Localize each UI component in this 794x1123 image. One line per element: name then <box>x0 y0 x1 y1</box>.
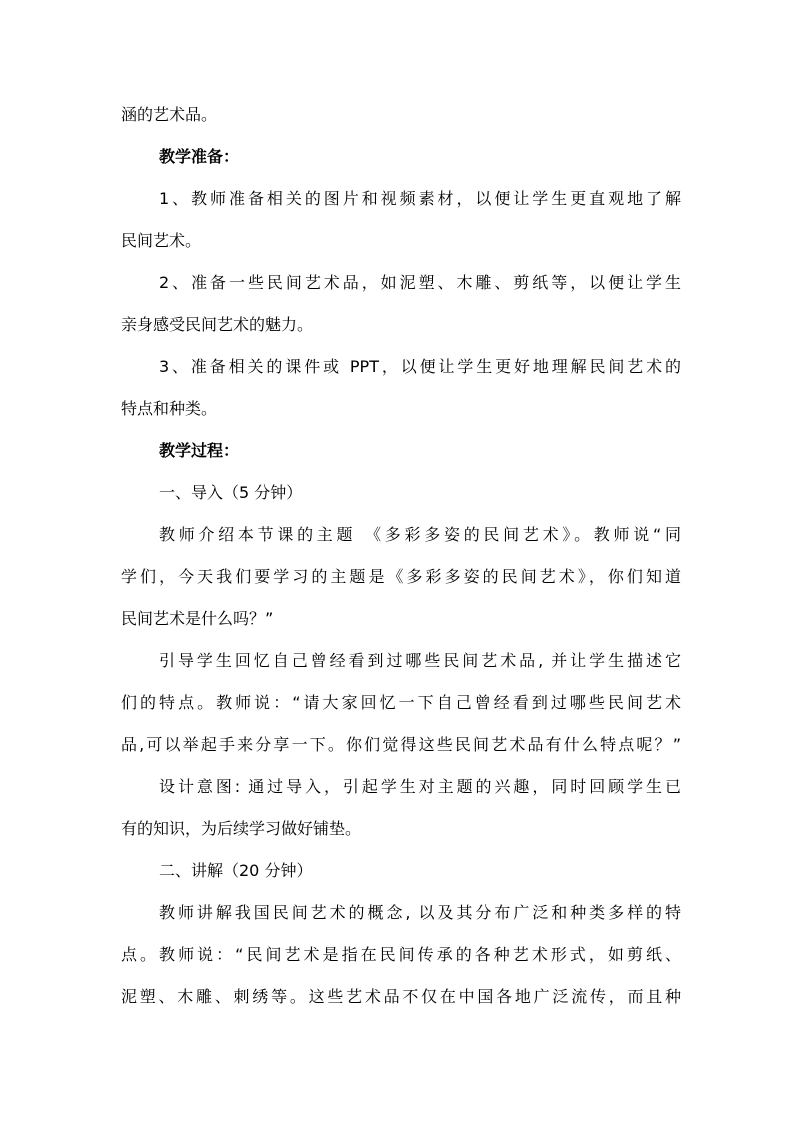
paragraph-line: 教师介绍本节课的主题 《多彩多姿的民间艺术》。教师说“同 <box>159 525 681 544</box>
document-body <box>121 94 681 1018</box>
paragraph-line: 们的特点。教师说：“请大家回忆一下自己曾经看到过哪些民间艺术 <box>121 693 681 712</box>
paragraph-line: 引导学生回忆自己曾经看到过哪些民间艺术品, 并让学生描述它 <box>159 651 681 670</box>
paragraph-line: 品,可以举起手来分享一下。你们觉得这些民间艺术品有什么特点呢？” <box>121 735 681 754</box>
paragraph-line: 学们，今天我们要学习的主题是《多彩多姿的民间艺术》，你们知道 <box>121 567 681 586</box>
paragraph-line: 2、准备一些民间艺术品，如泥塑、木雕、剪纸等，以便让学生 <box>159 273 681 292</box>
paragraph-line: 设计意图: 通过导入，引起学生对主题的兴趣，同时回顾学生已 <box>159 777 681 796</box>
paragraph-line: 民间艺术。 <box>121 231 202 250</box>
paragraph-line: 泥塑、木雕、刺绣等。这些艺术品不仅在中国各地广泛流传，而且种 <box>121 987 681 1006</box>
section-heading: 教学准备： <box>159 147 240 166</box>
paragraph-line: 涵的艺术品。 <box>121 105 218 124</box>
paragraph-line: 3、准备相关的课件或 PPT，以便让学生更好地理解民间艺术的 <box>159 357 681 376</box>
paragraph-line: 亲身感受民间艺术的魅力。 <box>121 315 314 334</box>
paragraph-line: 有的知识，为后续学习做好铺垫。 <box>121 819 362 838</box>
paragraph-line: 教师讲解我国民间艺术的概念, 以及其分布广泛和种类多样的特 <box>159 903 681 922</box>
paragraph-line: 特点和种类。 <box>121 399 218 418</box>
subsection-heading: 二、讲解（20 分钟） <box>159 861 313 880</box>
paragraph-line: 点。教师说：“民间艺术是指在民间传承的各种艺术形式，如剪纸、 <box>121 945 681 964</box>
paragraph-line: 民间艺术是什么吗？” <box>121 609 274 628</box>
section-heading: 教学过程： <box>159 441 240 460</box>
subsection-heading: 一、导入（5 分钟） <box>159 483 303 502</box>
paragraph-line: 1、教师准备相关的图片和视频素材，以便让学生更直观地了解 <box>159 189 681 208</box>
